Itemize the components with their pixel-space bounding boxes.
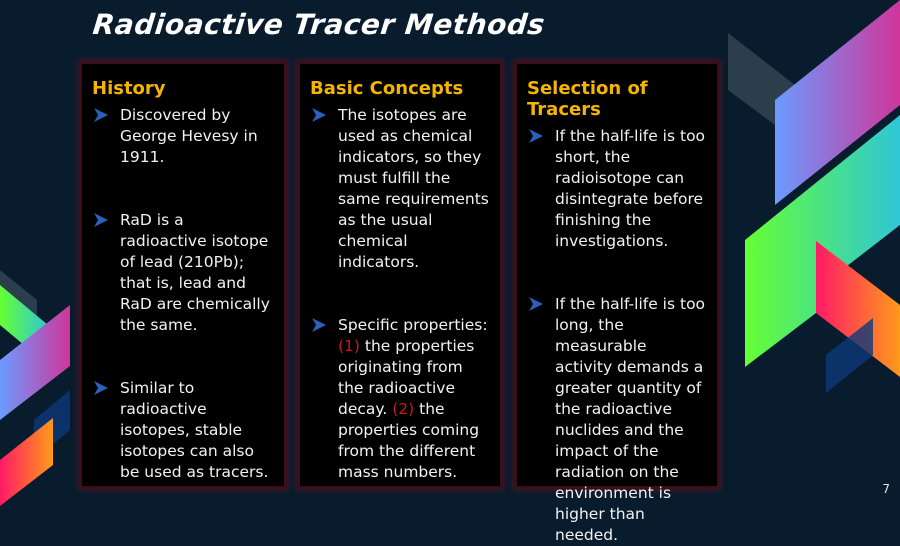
panel-heading: History <box>92 78 166 99</box>
list-item: If the half-life is too long, the measurable activity demands a greater quantity of the radioactive nuclides and the impact of the radiation on the environment is higher than needed. <box>527 294 707 546</box>
bullet-list <box>310 105 490 483</box>
arrow-bullet-icon <box>312 108 326 122</box>
bullet-list <box>527 126 707 546</box>
arrow-bullet-icon <box>529 297 543 311</box>
arrow-bullet-icon <box>529 129 543 143</box>
panel-heading: Basic Concepts <box>310 78 464 99</box>
arrow-bullet-icon <box>94 213 108 227</box>
list-item: If the half-life is too short, the radioisotope can disintegrate before finishing the investigations. <box>527 126 707 252</box>
list-item: Similar to radioactive isotopes, stable isotopes can also be used as tracers. <box>92 378 274 483</box>
panel-history <box>82 64 284 486</box>
slide-title: Radioactive Tracer Methods <box>91 8 547 41</box>
marker-2: (2) <box>392 400 415 418</box>
list-item: The isotopes are used as chemical indicators, so they must fulfill the same requirements as the usual chemical indicators. <box>310 105 490 273</box>
arrow-bullet-icon <box>312 318 326 332</box>
list-item: Discovered by George Hevesy in 1911. <box>92 105 274 168</box>
page-number: 7 <box>882 482 890 496</box>
marker-1: (1) <box>338 337 360 355</box>
arrow-bullet-icon <box>94 108 108 122</box>
list-item: RaD is a radioactive isotope of lead (210Pb); that is, lead and RaD are chemically the same. <box>92 210 274 336</box>
list-item: Specific properties: (1) the properties originating from the radioactive decay. (2) the properties coming from the different mass numbers. <box>310 315 490 483</box>
panel-selection-of-tracers <box>517 64 717 544</box>
arrow-bullet-icon <box>94 381 108 395</box>
panel-basic-concepts <box>300 64 500 486</box>
bullet-list <box>92 105 274 483</box>
panel-heading: Selection of Tracers <box>527 78 648 120</box>
